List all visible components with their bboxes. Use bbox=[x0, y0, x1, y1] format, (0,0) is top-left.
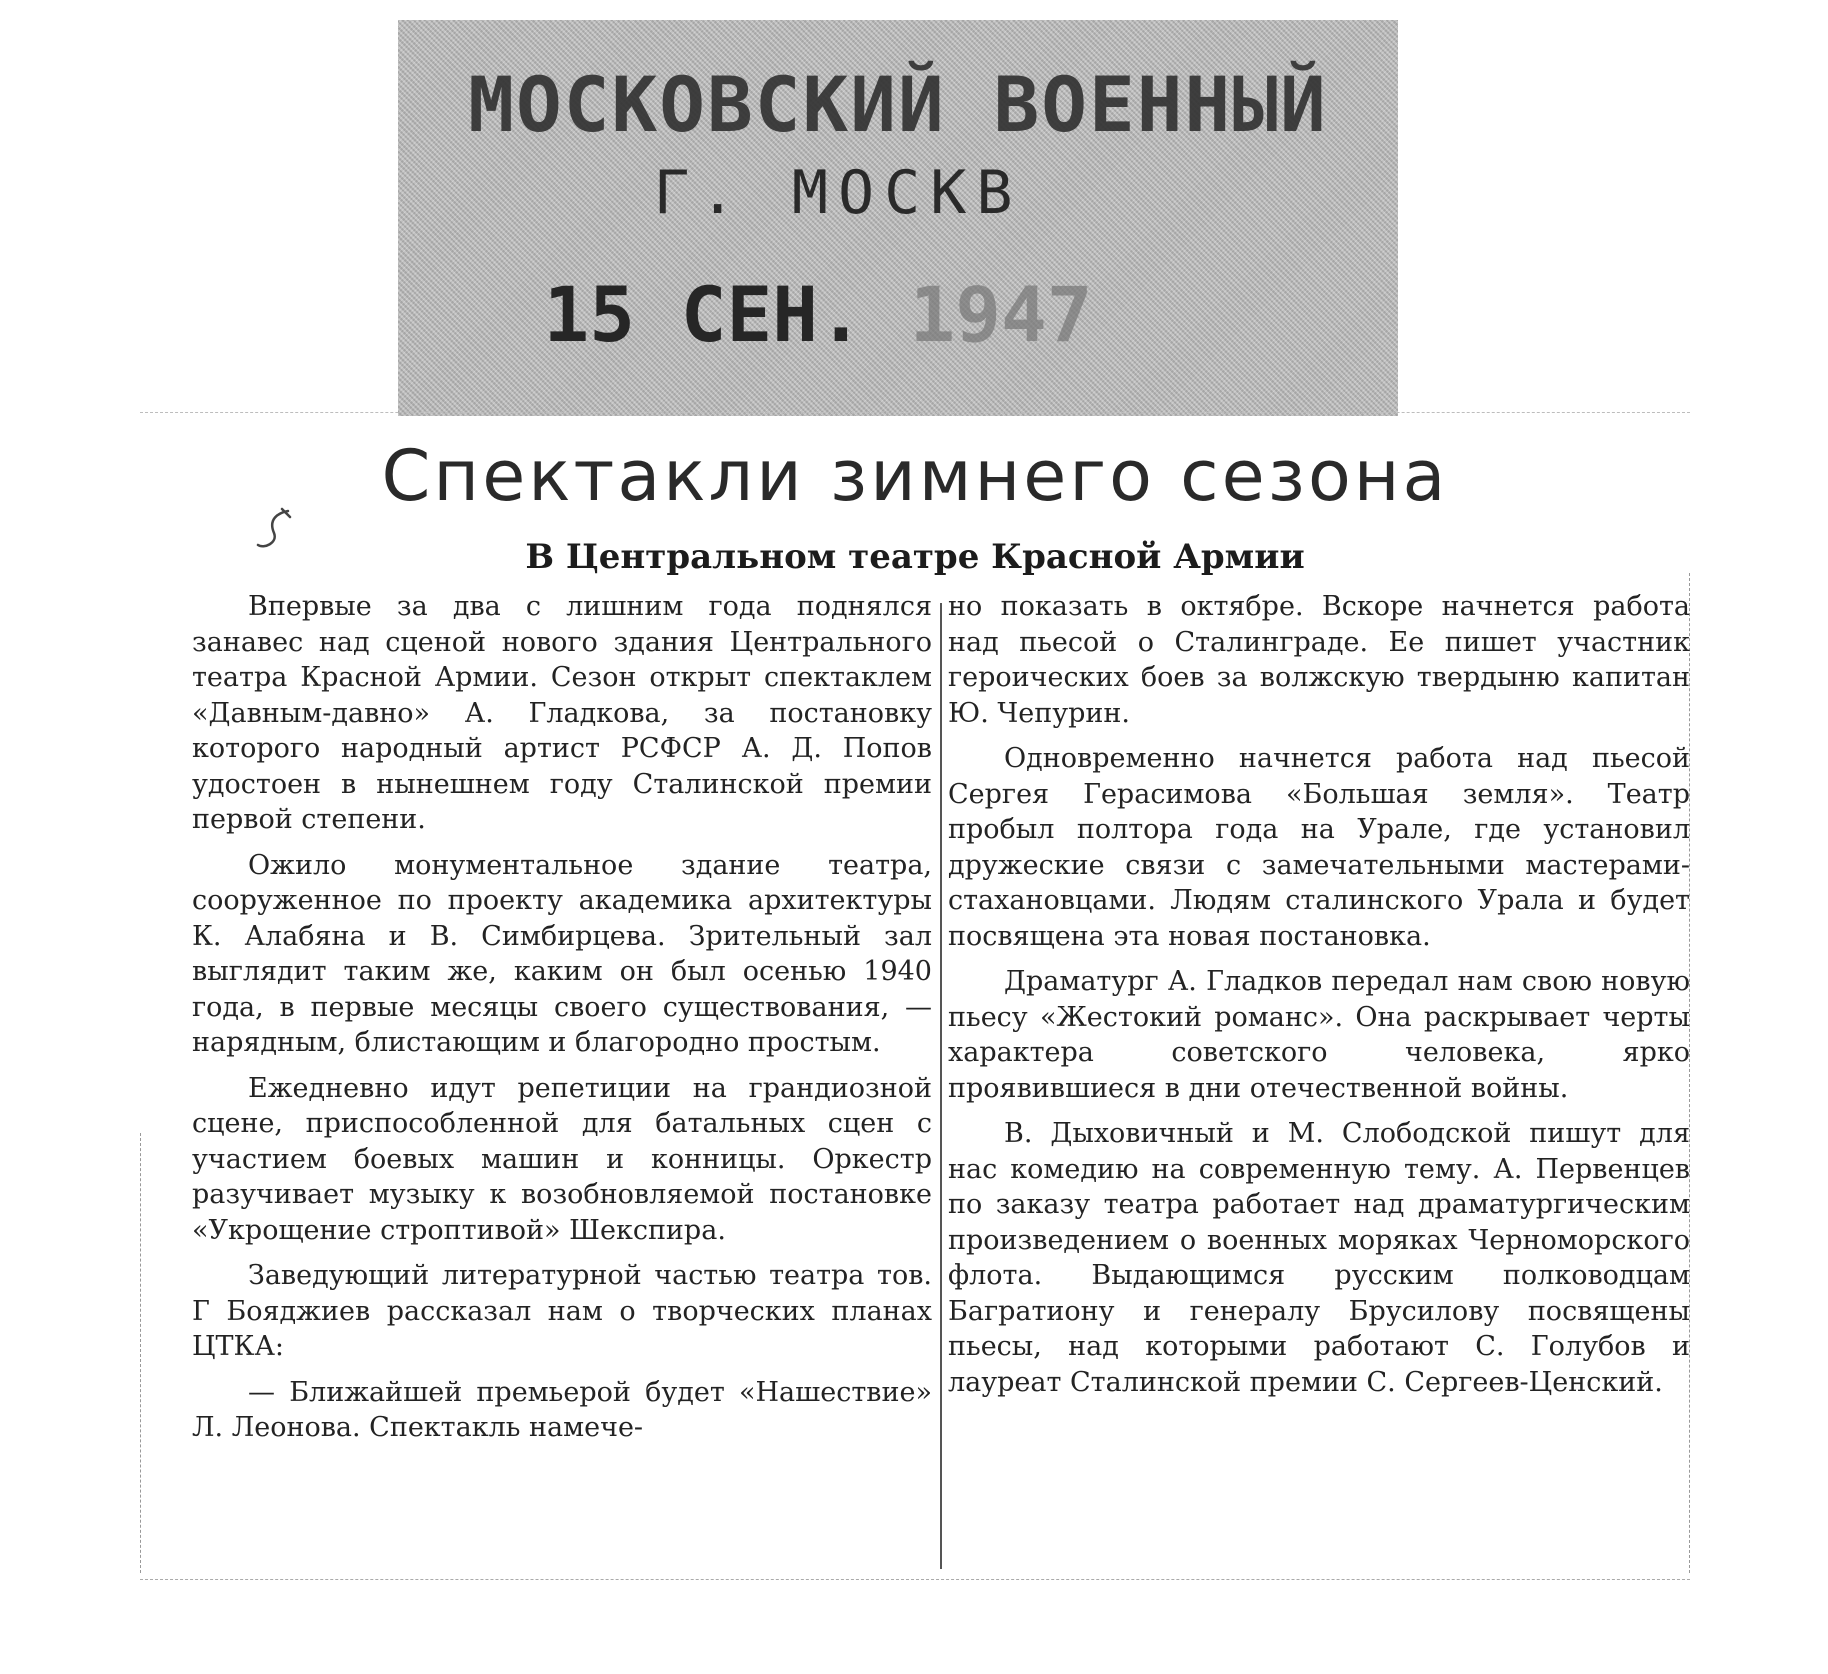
paragraph: Одновременно начнется работа над пьесой Сергея Герасимова «Большая земля». Театр пробыл полтора года на Урале, где установил дружеские связи с замечательными мастерами-стахановцами. Людям сталинского Урала и будет посвящена эта новая постановка. bbox=[948, 743, 1690, 952]
stamp-date bbox=[398, 270, 1398, 359]
stamp-day: 15 bbox=[543, 270, 635, 359]
paragraph: — Ближайшей премьерой будет «Нашествие» Л. Леонова. Спектакль намече- bbox=[192, 1376, 932, 1443]
paragraph: В. Дыховичный и М. Слободской пишут для нас комедию на современную тему. А. Первенцев по заказу театра работает над драматургическим произведением о военных моряках Черноморского флота. Выдающимся русским полководцам Багратиону и генералу Брусилову посвящены пьесы, над которыми работают С. Голубов и лауреат Сталинской премии С. Сергеев-Ценский. bbox=[948, 1118, 1690, 1398]
stamp-year: 1947 bbox=[909, 270, 1093, 359]
stamp-month: СЕН. bbox=[680, 270, 864, 359]
paragraph: Ожило монументальное здание театра, сооруженное по проекту академика архитектуры К. Алабяна и В. Симбирцева. Зрительный зал выглядит таким же, каким он был осенью 1940 года, в первые месяцы своего существования, — нарядным, блистающим и благородно простым. bbox=[192, 849, 932, 1058]
newspaper-clipping bbox=[140, 412, 1690, 1580]
paragraph: Драматург А. Гладков передал нам свою новую пьесу «Жестокий романс». Она раскрывает черты характера советского человека, ярко проявившиеся в дни отечественной войны. bbox=[948, 966, 1690, 1104]
archive-stamp bbox=[398, 20, 1398, 416]
paragraph: но показать в октябре. Вскоре начнется работа над пьесой о Сталинграде. Ее пишет участник героических боев за волжскую твердыню капитан Ю. Чепурин. bbox=[948, 591, 1690, 729]
paragraph: Впервые за два с лишним года поднялся занавес над сценой нового здания Центрального театра Красной Армии. Сезон открыт спектаклем «Давным-давно» А. Гладкова, за постановку которого народный артист РСФСР А. Д. Попов удостоен в нынешнем году Сталинской премии первой степени. bbox=[192, 591, 932, 835]
article-column-left bbox=[192, 589, 932, 1456]
article-subheadline: В Центральном театре Красной Армии bbox=[525, 537, 1305, 577]
stamp-organization: МОСКОВСКИЙ ВОЕННЫЙ bbox=[468, 60, 1328, 149]
paragraph: Ежедневно идут репетиции на грандиозной сцене, приспособленной для батальных сцен с участием боевых машин и конницы. Оркестр разучивает музыку к возобновляемой постановке «Укрощение строптивой» Шекспира. bbox=[192, 1072, 932, 1246]
paragraph: Заведующий литературной частью театра тов. Г Бояджиев рассказал нам о творческих планах ЦТКА: bbox=[192, 1260, 932, 1362]
stamp-city: Г. МОСКВ bbox=[653, 158, 1023, 228]
clipping-left-edge bbox=[140, 1133, 141, 1573]
article-column-right bbox=[932, 589, 1690, 1410]
article-headline: Спектакли зимнего сезона bbox=[381, 435, 1449, 517]
